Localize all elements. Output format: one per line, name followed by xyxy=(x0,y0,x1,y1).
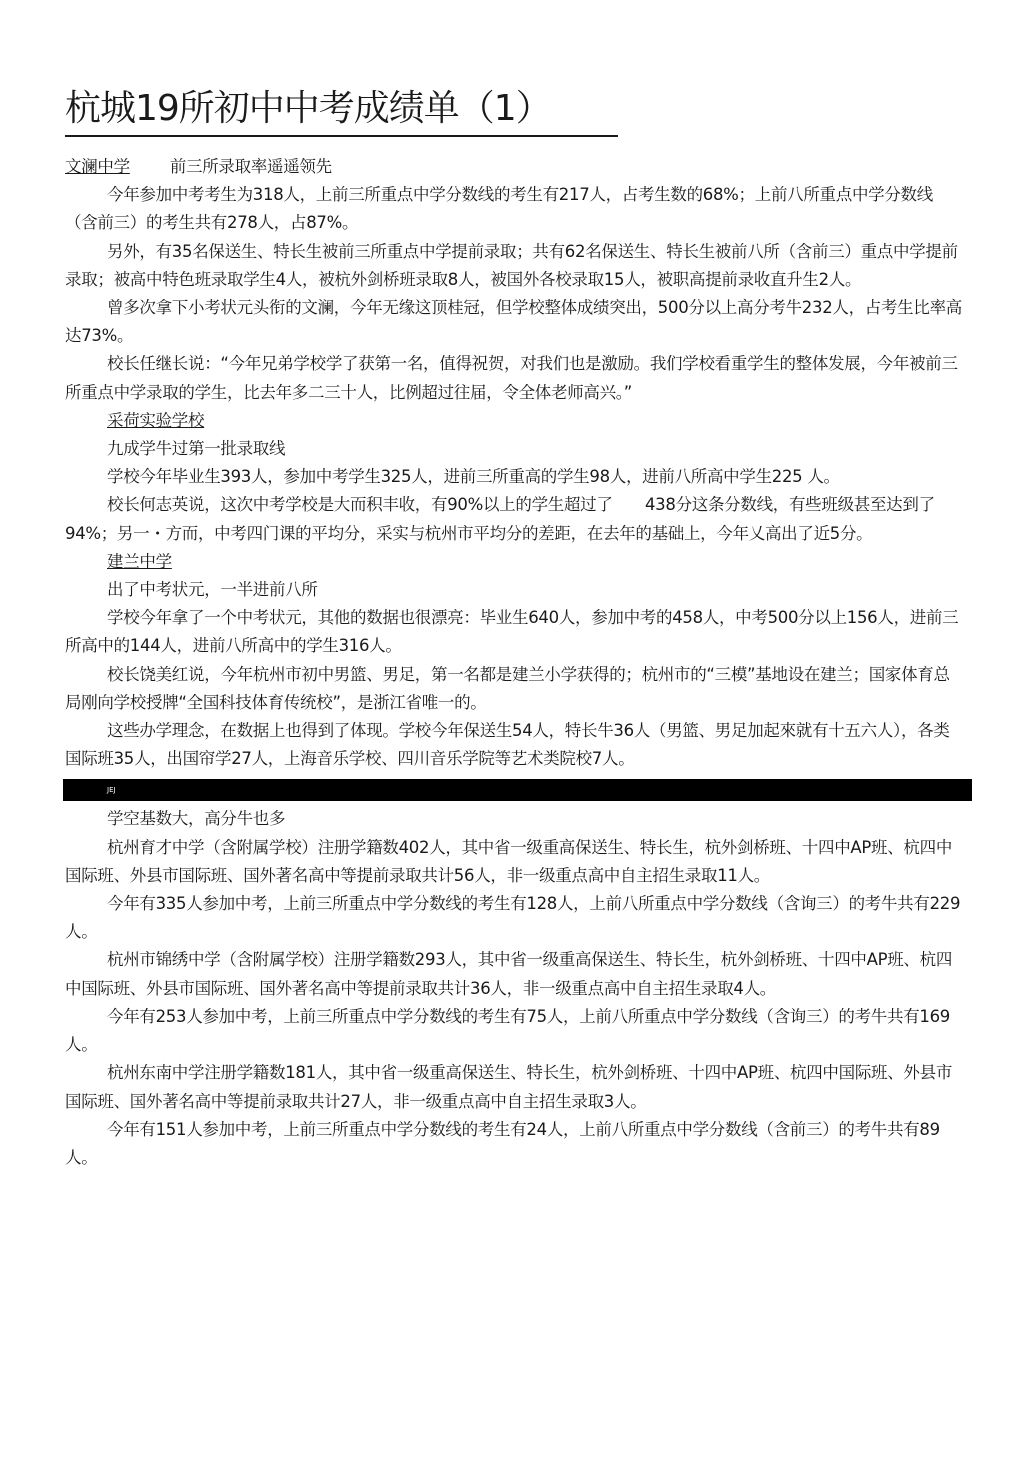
paragraph: 杭州育才中学（含附属学校）注册学籍数402人，其中省一级重高保送生、特长生，杭外剑桥班、十四中AP班、杭四中国际班、外县市国际班、国外著名高中等提前录取共计56人，非一级重点高中自主招生录取11人。 xyxy=(65,837,953,885)
section-headline-jianlan: 出了中考状元，一半进前八所 xyxy=(107,580,318,600)
paragraph: 另外，有35名保送生、特长生被前三所重点中学提前录取；共有62名保送生、特长生被前八所（含前三）重点中学提前录取；被高中特色班录取学生4人，被杭外剑桥班录取8人，被国外各校录取15人，被职高提前录收直升生2人。 xyxy=(65,241,958,289)
divider-bar-label: JEJ xyxy=(107,786,116,795)
section-heading-wenlan xyxy=(65,153,965,181)
section-heading-jianlan xyxy=(65,548,965,576)
section-headline-wenlan: 前三所录取率遥遥领先 xyxy=(169,157,332,176)
paragraph: 今年有335人参加中考，上前三所重点中学分数线的考生有128人，上前八所重点中学分数线（含询三）的考牛共有229人。 xyxy=(65,894,961,942)
paragraph: 校长任继长说：“今年兄弟学校学了获第一名，值得祝贺，对我们也是激励。我们学校看重学生的整体发展，今年被前三所重点中学录取的学生，比去年多二三十人，比例超过往届，令全体老师高兴。” xyxy=(65,354,958,402)
paragraph: 今年有253人参加中考，上前三所重点中学分数线的考生有75人，上前八所重点中学分数线（含询三）的考牛共有169人。 xyxy=(65,1006,950,1055)
section-headline-caihe: 九成学牛过第一批录取线 xyxy=(107,439,286,459)
paragraph: 校长饶美红说，今年杭州市初中男篮、男足，第一名都是建兰小学获得的；杭州市的“三模”基地设在建兰；国家体育总局刚向学校授牌“全国科技体育传统校”，是浙江省唯一的。 xyxy=(65,664,950,712)
paragraph: 今年参加中考考生为318人，上前三所重点中学分数线的考生有217人，占考生数的68%；上前八所重点中学分数线（含前三）的考生共有278人，占87%。 xyxy=(65,185,933,233)
paragraph: 学校今年拿了一个中考状元，其他的数据也很漂亮：毕业生640人，参加中考的458人，中考500分以上156人，进前三所高中的144人，进前八所高中的学生316人。 xyxy=(65,608,959,656)
article-body xyxy=(65,153,965,1172)
section-heading-caihe xyxy=(65,407,965,435)
section-headline-yucai: 学空基数大，高分牛也多 xyxy=(107,809,286,829)
section-divider-bar xyxy=(63,779,972,801)
school-name-wenlan: 文澜中学 xyxy=(65,157,130,176)
page-title: 杭城19所初中中考成绩单（1） xyxy=(65,85,618,137)
paragraph: 杭州东南中学注册学籍数181人，其中省一级重高保送生、特长生，杭外剑桥班、十四中AP班、杭四中国际班、外县市国际班、国外著名高中等提前录取共计27人，非一级重点高中自主招生录取3人。 xyxy=(65,1063,953,1111)
school-name-jianlan: 建兰中学 xyxy=(107,551,172,571)
school-name-caihe: 采荷实验学校 xyxy=(107,410,205,430)
paragraph: 这些办学理念，在数据上也得到了体现。学校今年保送生54人，特长牛36人（男篮、男足加起來就有十五六人），各类国际班35人，出国帘学27人，上海音乐学校、四川音乐学院等艺术类院校7人。 xyxy=(65,721,950,769)
paragraph: 杭州市锦绣中学（含附属学校）注册学籍数293人，其中省一级重高保送生、特长生，杭外剑桥班、十四中AP班、杭四中国际班、外县市国际班、国外著名高中等提前录取共计36人，非一级重点高中自主招生录取4人。 xyxy=(65,950,953,998)
paragraph: 曾多次拿下小考状元头衔的文澜，今年无缘这顶桂冠，但学校整体成绩突出，500分以上高分考牛232人，占考生比率高达73%。 xyxy=(65,298,962,346)
paragraph: 今年有151人参加中考，上前三所重点中学分数线的考生有24人，上前八所重点中学分数线（含前三）的考牛共有89人。 xyxy=(65,1119,940,1167)
paragraph: 校长何志英说，这次中考学校是大而积丰收，有90%以上的学生超过了 438分这条分数线，有些班级甚至达到了 94%；另一・方而，中考四门课的平均分，采实与杭州市平均分的差距，在去年的基础上，今年乂高出了近5分。 xyxy=(65,495,951,543)
paragraph: 学校今年毕业生393人，参加中考学生325人，进前三所重高的学生98人，进前八所高中学生225 人。 xyxy=(107,467,840,487)
